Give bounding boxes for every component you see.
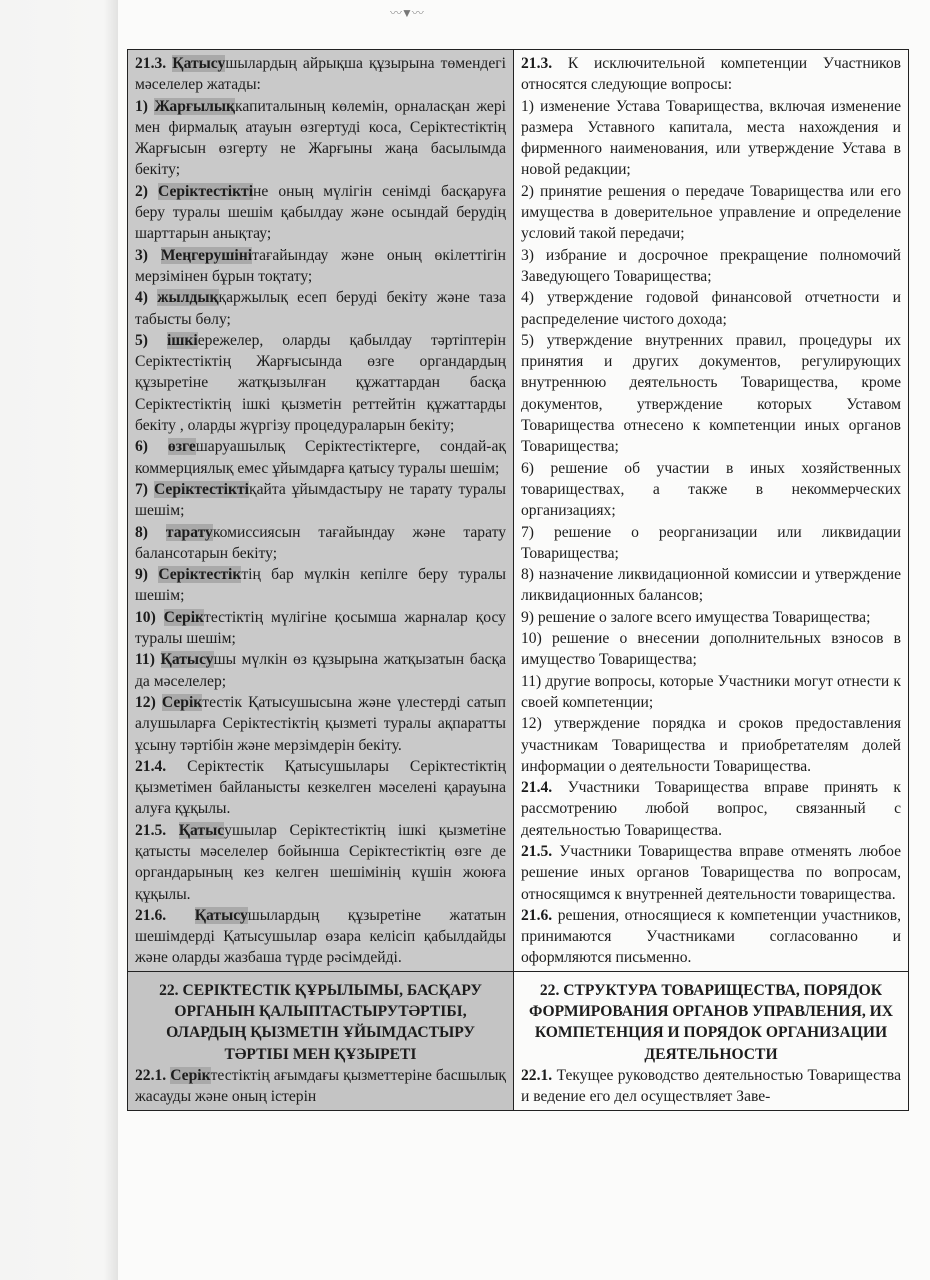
paragraph (135, 522, 506, 565)
clause-text: капиталының көлемін, орналасқан жері мен фирмалық атауын өзгертуді коса, Серіктестіктің Жарғысын өзгерту не Жарғыны жаңа басылымда бекіту; (135, 97, 506, 179)
clause-text: Серіктестік Қатысушылары Серіктестіктің қызметімен байланысты кезкелген мәселені қарауына алуға құқылы. (135, 757, 506, 818)
paragraph (135, 820, 506, 905)
clause-number: 10) (135, 608, 156, 626)
russian-column-section-21 (514, 50, 909, 972)
paragraph (521, 1065, 901, 1108)
clause-text: тестіктің ағымдағы қызметтеріне басшылық жасауды және оның істерін (135, 1066, 506, 1106)
clause-text: 9) решение о залоге всего имущества Товарищества; (521, 608, 871, 626)
clause-number: 8) (135, 523, 148, 541)
clause-text: 4) утверждение годовой финансовой отчетности и распределение чистого дохода; (521, 289, 901, 328)
clause-text: 8) назначение ликвидационной комиссии и утверждение ликвидационных балансов; (521, 566, 901, 605)
paragraph (521, 628, 901, 671)
paragraph (135, 287, 506, 330)
clause-number: 21.3. (135, 55, 167, 72)
highlighted-term: Жарғылық (154, 97, 236, 115)
clause-text: тестіктің мүлігіне қосымша жарналар қосу туралы шешім; (135, 608, 506, 648)
clause-text: решения, относящиеся к компетенции участников, принимаются Участниками согласованно и оформляются письменно. (521, 906, 901, 967)
clause-text: тестік Қатысушысына және үлестерді сатып алушыларға Серіктестіктің қызметі туралы ақпаратты ұсыну тәртібін және мерзімдерін бекіту. (135, 693, 506, 754)
clause-text: комиссиясын тағайындау және тарату балансотарын бекіту; (135, 523, 506, 562)
highlighted-term: Қатысу (172, 55, 226, 72)
clause-text: Текущее руководство деятельностью Товарищества и ведение его дел осуществляет Заве- (521, 1066, 901, 1106)
paragraph (135, 436, 506, 479)
clause-text: шылардың айрықша құзырына төмендегі мәселелер жатады: (135, 55, 506, 94)
paragraph (135, 564, 506, 607)
clause-number: 9) (135, 566, 148, 584)
highlighted-term: жылдық (157, 289, 219, 307)
kazakh-section-22-title: 22. СЕРІКТЕСТІК ҚҰРЫЛЫМЫ, БАСҚАРУ ОРГАНЫН ҚАЛЫПТАСТЫРУТӘРТІБІ, ОЛАРДЫҢ ҚЫЗМЕТІН ҰЙЫМДАСТЫРУ ТӘРТІБІ МЕН ҚҰЗЫРЕТІ (159, 981, 482, 1063)
clause-number: 2) (135, 182, 148, 200)
paragraph (135, 245, 506, 288)
bilingual-table (127, 49, 909, 1111)
scan-page-edge (0, 0, 118, 1280)
clause-text: тің бар мүлкін кепілге беру туралы шешім; (135, 566, 506, 605)
clause-text: 11) другие вопросы, которые Участники могут отнести к своей компетенции; (521, 672, 901, 711)
paragraph (521, 905, 901, 969)
kazakh-column-section-22 (128, 971, 514, 1110)
paragraph (521, 841, 901, 905)
paragraph (135, 1065, 506, 1108)
clause-number: 22.1. (521, 1066, 553, 1084)
paragraph (135, 330, 506, 436)
paragraph (521, 671, 901, 714)
clause-number: 21.5. (521, 842, 553, 860)
clause-text: қайта ұйымдастыру не тарату туралы шешім; (135, 480, 506, 520)
paragraph (135, 181, 506, 245)
highlighted-term: Меңгерушіні (160, 246, 253, 264)
paragraph (135, 905, 506, 969)
clause-number: 21.5. (135, 821, 167, 839)
paragraph (135, 479, 506, 522)
highlighted-term: Серіктестік (158, 566, 242, 584)
kazakh-column-section-21 (128, 50, 514, 972)
russian-column-section-22 (514, 971, 909, 1110)
clause-text: 2) принятие решения о передаче Товарищества или его имущества в доверительное управление и определение условий такой передачи; (521, 182, 901, 243)
clause-text: 1) изменение Устава Товарищества, включая изменение размера Уставного капитала, места нахождения и фирменного наименования, или утверждение Устава в новой редакции; (521, 97, 901, 179)
clause-number: 3) (135, 246, 148, 264)
highlighted-term: Серік (161, 693, 203, 711)
clause-number: 5) (135, 331, 148, 349)
clause-number: 21.4. (521, 779, 553, 797)
paragraph (521, 245, 901, 288)
paragraph (521, 564, 901, 607)
clause-number: 4) (135, 289, 148, 307)
highlighted-term: тарату (165, 523, 213, 541)
clause-text: 5) утверждение внутренних правил, процедуры их принятия и других документов, регулирующих внутреннюю деятельность Товарищества, кроме документов, утверждение которых Уставом Товарищества отнесено к компетенции иных органов Товарищества; (521, 331, 901, 456)
paragraph (521, 96, 901, 181)
paragraph (135, 649, 506, 692)
table-row-section-22 (128, 971, 909, 1110)
clause-number: 1) (135, 97, 148, 115)
highlighted-term: Қатысу (194, 906, 248, 924)
clause-text: Участники Товарищества вправе отменять любое решение иных органов Товарищества по вопросам, относящимся к внутренней деятельности товарищества. (521, 842, 901, 903)
paragraph (521, 181, 901, 245)
paragraph (521, 458, 901, 522)
paragraph (135, 692, 506, 756)
clause-number: 6) (135, 438, 148, 456)
highlighted-term: Серіктестікті (158, 182, 254, 200)
russian-section-22-title: 22. СТРУКТУРА ТОВАРИЩЕСТВА, ПОРЯДОК ФОРМИРОВАНИЯ ОРГАНОВ УПРАВЛЕНИЯ, ИХ КОМПЕТЕНЦИЯ И ПОРЯДОК ОРГАНИЗАЦИИ ДЕЯТЕЛЬНОСТИ (528, 981, 894, 1063)
clause-text: шы мүлкін өз құзырына жатқызатын басқа да мәселелер; (135, 651, 506, 690)
clause-number: 7) (135, 480, 148, 498)
paragraph (135, 756, 506, 820)
clause-number: 21.6. (135, 906, 167, 924)
clause-text: шаруашылық Серіктестіктерге, сондай-ақ коммерциялық емес ұйымдарға қатысу туралы шешім; (135, 438, 506, 477)
paragraph (135, 607, 506, 650)
clause-number: 11) (135, 651, 155, 669)
clause-text: ушылар Серіктестіктің ішкі қызметіне қатысты мәселелер бойынша Серіктестіктің өзге де органдарының кез келген шешімінің күшін жоюға құқылы. (135, 821, 506, 903)
paragraph (521, 330, 901, 458)
paragraph (521, 777, 901, 841)
clause-number: 21.6. (521, 906, 553, 924)
clause-number: 21.3. (521, 55, 553, 72)
clause-text: ережелер, оларды қабылдау тәртіптерін Серіктестіктің Жарғысында өзге органдардың құзыретіне жатқызылған құжаттардан басқа Серіктестіктің ішкі қызметін реттейтін құжаттарды бекіту , оларды жүргізу процедураларын бекіту; (135, 331, 506, 435)
highlighted-term: Қатыс (178, 821, 225, 839)
paragraph (521, 713, 901, 777)
paragraph (521, 53, 901, 96)
clause-number: 22.1. (135, 1066, 167, 1084)
highlighted-term: Серік (170, 1066, 211, 1084)
clause-text: 10) решение о внесении дополнительных взносов в имущество Товарищества; (521, 630, 901, 669)
clause-text: Участники Товарищества вправе принять к рассмотрению любой вопрос, связанный с деятельностью Товарищества. (521, 779, 901, 839)
highlighted-term: өзге (167, 438, 196, 456)
clause-text: 3) избрание и досрочное прекращение полномочий Заведующего Товарищества; (521, 246, 901, 285)
clause-text: 12) утверждение порядка и сроков предоставления участникам Товарищества и приобретателям долей информации о деятельности Товарищества. (521, 715, 901, 775)
paragraph (135, 53, 506, 96)
clause-text: 7) решение о реорганизации или ликвидации Товарищества; (521, 523, 901, 562)
clause-number: 12) (135, 693, 156, 711)
paragraph (521, 607, 901, 628)
clause-text: шылардың құзыретіне жататын шешімдерді Қатысушылар өзара келісіп қабылдайды және оларды жазбаша түрде рәсімдейді. (135, 906, 506, 967)
clause-text: қаржылық есеп беруді бекіту және таза табысты бөлу; (135, 289, 506, 328)
clause-text: не оның мүлігін сенімді басқаруға беру туралы шешім қабылдау және осындай берудің шарттарын анықтау; (135, 182, 506, 243)
clause-number: 21.4. (135, 757, 167, 775)
paragraph (521, 522, 901, 565)
highlighted-term: Серік (163, 608, 205, 626)
clause-text: тағайындау және оның өкілеттігін мерзімінен бұрын тоқтату; (135, 246, 506, 285)
highlighted-term: ішкі (166, 331, 198, 349)
paragraph (135, 96, 506, 181)
clause-text: К исключительной компетенции Участников относятся следующие вопросы: (521, 55, 901, 94)
highlighted-term: Серіктестікті (153, 480, 249, 498)
clause-text: 6) решение об участии в иных хозяйственных товариществах, а также в некоммерческих организациях; (521, 459, 901, 520)
paragraph (521, 287, 901, 330)
table-row-section-21 (128, 50, 909, 972)
highlighted-term: Қатысу (160, 651, 214, 669)
scan-artifact-icon: 〰▼〰 (390, 6, 423, 20)
